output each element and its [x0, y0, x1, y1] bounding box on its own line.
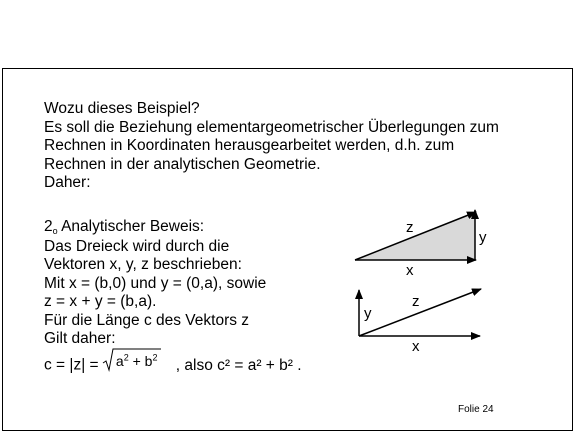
label-z: z [406, 219, 414, 236]
exp-b: 2 [152, 352, 158, 362]
label-z: z [412, 293, 420, 310]
proof-line: z = x + y = (b,a). [44, 293, 157, 310]
label-y: y [364, 305, 372, 322]
intro-line: Es soll die Beziehung elementargeometrischer Überlegungen zum [44, 118, 499, 136]
proof-line: Mit x = (b,0) und y = (0,a), sowie [44, 274, 267, 292]
proof-line: Für die Länge c des Vektors z [44, 311, 250, 329]
label-x: x [406, 262, 414, 279]
proof-line: Das Dreieck wird durch die [44, 237, 230, 255]
intro-line: Rechnen in der analytischen Geometrie. [44, 155, 321, 173]
label-x: x [412, 338, 420, 355]
proof-line: Gilt daher: [44, 330, 116, 347]
intro-line: Wozu dieses Beispiel? [44, 100, 200, 117]
heading-text: Analytischer Beweis: [57, 218, 205, 235]
intro-line: Rechnen in Koordinaten herausgearbeitet werden, d.h. zum [44, 137, 455, 154]
root-a: a [115, 352, 124, 369]
root-b: b [144, 352, 153, 369]
heading-subscript: o [52, 226, 58, 236]
intro-line: Daher: [44, 174, 91, 191]
triangle-figure [355, 210, 487, 279]
slide-number: Folie 24 [458, 404, 494, 415]
root-plus: + [128, 352, 145, 369]
label-y: y [479, 229, 487, 246]
exp-a: 2 [123, 352, 129, 362]
formula-rhs: , also c² = a² + b² . [171, 356, 302, 374]
proof-line: Vektoren x, y, z beschrieben: [44, 256, 242, 273]
vector-sum-figure [359, 289, 481, 355]
heading-number: 2 [44, 218, 53, 235]
vector-z-arrow [359, 289, 481, 336]
formula-lhs: c = |z| = [44, 356, 103, 374]
